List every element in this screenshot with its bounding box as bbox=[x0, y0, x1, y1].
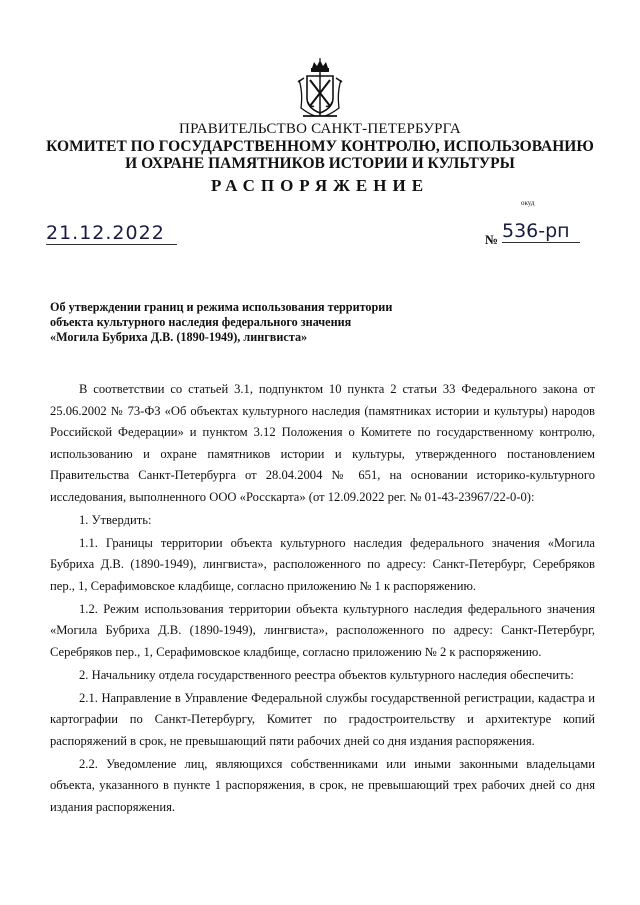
document-date: 21.12.2022 bbox=[46, 222, 177, 245]
subject-line-1: Об утверждении границ и режима использования территории bbox=[50, 300, 393, 314]
committee-line-1: КОМИТЕТ ПО ГОСУДАРСТВЕННОМУ КОНТРОЛЮ, ИСПОЛЬЗОВАНИЮ bbox=[46, 138, 594, 155]
number-label: № bbox=[485, 232, 499, 247]
paragraph-1-1: 1.1. Границы территории объекта культурного наследия федерального значения «Могила Бубриха Д.В. (1890-1949), лингвиста», расположенного по адресу: Санкт-Петербург, Серебряков пер., 1, Серафимовское кладбище, согласно приложению № 1 к распоряжению. bbox=[50, 535, 595, 593]
okud-label: окуд bbox=[521, 199, 535, 207]
document-number: 536-рп bbox=[502, 220, 580, 243]
st-petersburg-coat-of-arms-icon bbox=[295, 58, 345, 120]
paragraph-1: 1. Утвердить: bbox=[79, 512, 152, 527]
subject-line-2: объекта культурного наследия федерального значения bbox=[50, 315, 352, 329]
paragraph-2-1: 2.1. Направление в Управление Федеральной службы государственной регистрации, кадастра и картографии по Санкт-Петербургу, Комитет по градостроительству и архитектуре копий распоряжений в срок, не превышающий пяти рабочих дней со дня издания распоряжения. bbox=[50, 690, 595, 748]
paragraph-2: 2. Начальнику отдела государственного реестра объектов культурного наследия обеспечить: bbox=[79, 667, 574, 682]
paragraph-preamble: В соответствии со статьей 3.1, подпунктом 10 пункта 2 статьи 33 Федерального закона от 25.06.2002 № 73-ФЗ «Об объектах культурного наследия (памятниках истории и культуры) народов Российской Федерации» и пунктом 3.12 Положения о Комитете по государственному контролю, использованию и охране памятников истории и культуры, утвержденного постановлением Правительства Санкт-Петербурга от 28.04.2004 № 651, на основании историко-культурного исследования, выполненного ООО «Росскарта» (от 12.09.2022 рег. № 01-43-23967/22-0-0): bbox=[50, 382, 595, 504]
document-subject bbox=[50, 300, 392, 345]
paragraph-2-2: 2.2. Уведомление лиц, являющихся собственниками или иными законными владельцами объекта, указанного в пункте 1 распоряжения, в срок, не превышающий трех рабочих дней со дня издания распоряжения. bbox=[50, 756, 595, 814]
document-type: РАСПОРЯЖЕНИЕ bbox=[210, 176, 430, 195]
committee-line-2: И ОХРАНЕ ПАМЯТНИКОВ ИСТОРИИ И КУЛЬТУРЫ bbox=[125, 155, 515, 172]
document-body bbox=[50, 379, 595, 820]
committee-title bbox=[0, 138, 640, 172]
paragraph-1-2: 1.2. Режим использования территории объекта культурного наследия федерального значения «Могила Бубриха Д.В. (1890-1949), лингвиста», расположенного по адресу: Санкт-Петербург, Серебряков пер., 1, Серафимовское кладбище, согласно приложению № 2 к распоряжению. bbox=[50, 601, 595, 659]
government-title: ПРАВИТЕЛЬСТВО САНКТ-ПЕТЕРБУРГА bbox=[179, 121, 461, 137]
subject-line-3: «Могила Бубриха Д.В. (1890-1949), лингвиста» bbox=[50, 330, 308, 344]
